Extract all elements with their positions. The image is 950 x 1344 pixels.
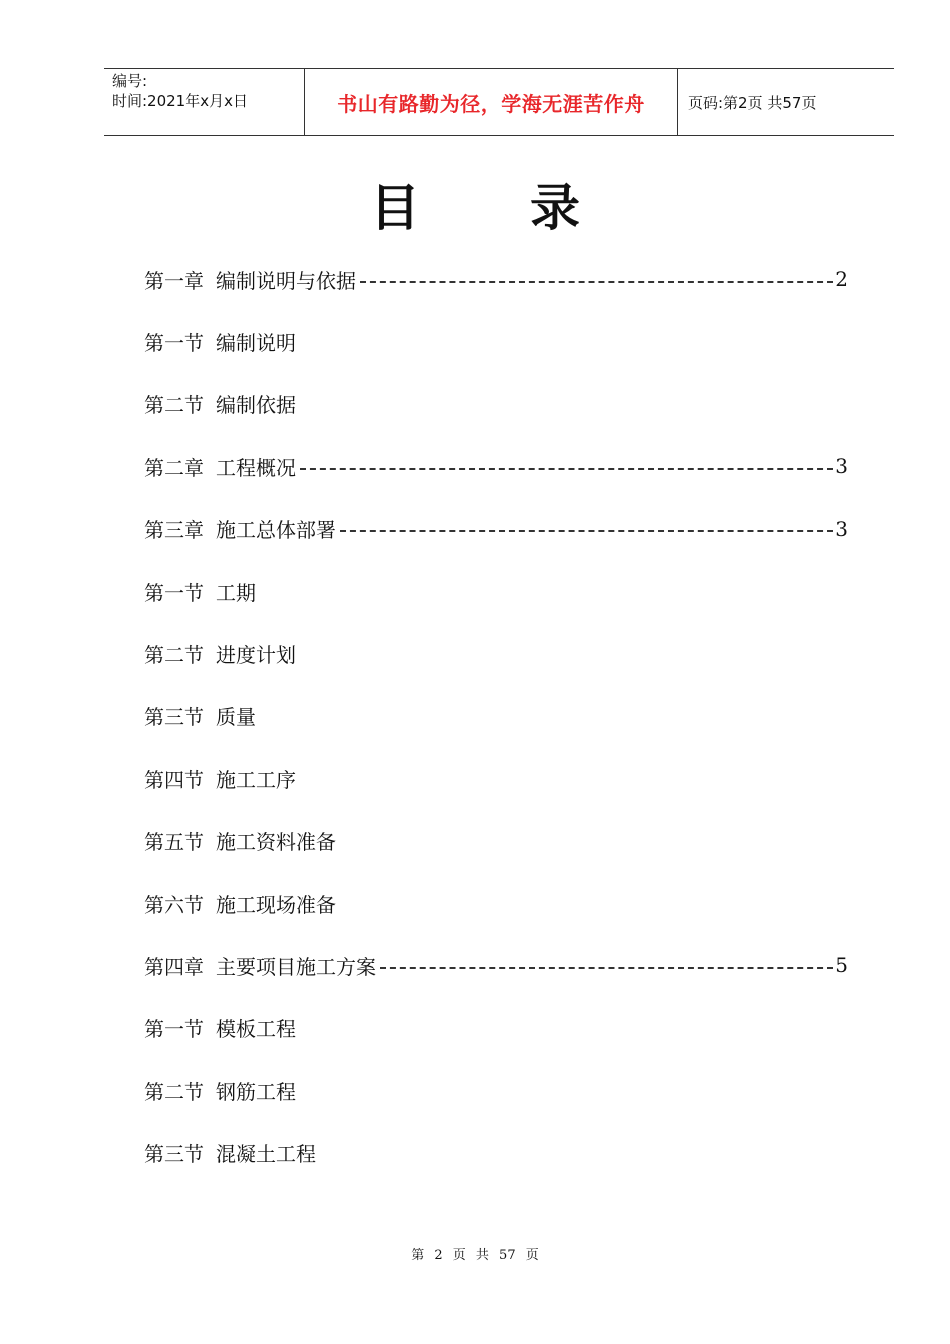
toc-entry-page: 5 xyxy=(835,953,848,978)
toc-entry[interactable] xyxy=(144,997,848,1059)
document-date: 时间:2021年x月x日 xyxy=(112,92,248,110)
table-of-contents xyxy=(144,248,848,1184)
toc-entry[interactable] xyxy=(144,622,848,684)
toc-entry[interactable] xyxy=(144,810,848,872)
toc-entry-number: 第二节 xyxy=(144,1079,204,1104)
page-header xyxy=(104,68,894,136)
toc-entry-page: 3 xyxy=(835,454,848,479)
toc-dot-leader xyxy=(360,280,833,283)
toc-entry-page: 2 xyxy=(835,267,848,292)
page-info-text: 页码:第2页 共57页 xyxy=(688,93,817,112)
toc-entry-title: 质量 xyxy=(216,705,256,730)
toc-entry-title: 施工资料准备 xyxy=(216,830,336,855)
toc-entry-number: 第三节 xyxy=(144,1142,204,1167)
toc-entry-title: 施工总体部署 xyxy=(216,518,336,543)
document-number: 编号: xyxy=(112,72,148,90)
toc-entry[interactable] xyxy=(144,1121,848,1183)
toc-entry-title: 工期 xyxy=(216,580,256,605)
toc-entry-number: 第三节 xyxy=(144,705,204,730)
header-page-info xyxy=(678,69,894,135)
toc-entry-title: 工程概况 xyxy=(216,455,296,480)
toc-entry-number: 第一节 xyxy=(144,580,204,605)
toc-dot-leader xyxy=(300,467,833,470)
toc-entry-title: 钢筋工程 xyxy=(216,1079,296,1104)
toc-entry-number: 第三章 xyxy=(144,518,204,543)
toc-entry[interactable] xyxy=(144,934,848,996)
toc-entry[interactable] xyxy=(144,872,848,934)
toc-entry-number: 第一节 xyxy=(144,331,204,356)
toc-entry-title: 编制说明与依据 xyxy=(216,268,356,293)
toc-entry-title: 编制说明 xyxy=(216,331,296,356)
toc-entry-number: 第二节 xyxy=(144,393,204,418)
toc-entry[interactable] xyxy=(144,373,848,435)
toc-entry-number: 第二章 xyxy=(144,455,204,480)
motto-text: 书山有路勤为径，学海无涯苦作舟 xyxy=(337,91,645,116)
toc-entry[interactable] xyxy=(144,498,848,560)
toc-entry[interactable] xyxy=(144,310,848,372)
toc-entry[interactable] xyxy=(144,747,848,809)
toc-entry-page: 3 xyxy=(835,516,848,541)
toc-entry-number: 第二节 xyxy=(144,643,204,668)
toc-entry-title: 混凝土工程 xyxy=(216,1142,316,1167)
header-motto xyxy=(305,69,678,135)
toc-dot-leader xyxy=(340,529,833,532)
toc-entry[interactable] xyxy=(144,248,848,310)
toc-entry[interactable] xyxy=(144,435,848,497)
toc-entry-title: 主要项目施工方案 xyxy=(216,954,376,979)
header-meta xyxy=(104,69,305,135)
toc-dot-leader xyxy=(380,966,833,969)
toc-entry[interactable] xyxy=(144,1059,848,1121)
toc-entry-number: 第四节 xyxy=(144,767,204,792)
toc-entry-number: 第一节 xyxy=(144,1017,204,1042)
toc-entry[interactable] xyxy=(144,560,848,622)
toc-entry-number: 第五节 xyxy=(144,830,204,855)
toc-entry-title: 施工工序 xyxy=(216,767,296,792)
toc-entry-title: 施工现场准备 xyxy=(216,892,336,917)
toc-entry-title: 进度计划 xyxy=(216,643,296,668)
page-title: 目录 xyxy=(370,179,690,237)
toc-entry-title: 模板工程 xyxy=(216,1017,296,1042)
toc-entry-title: 编制依据 xyxy=(216,393,296,418)
toc-entry-number: 第一章 xyxy=(144,268,204,293)
page-footer: 第 2 页 共 57 页 xyxy=(411,1248,539,1263)
toc-entry-number: 第六节 xyxy=(144,892,204,917)
toc-entry-number: 第四章 xyxy=(144,954,204,979)
toc-entry[interactable] xyxy=(144,685,848,747)
